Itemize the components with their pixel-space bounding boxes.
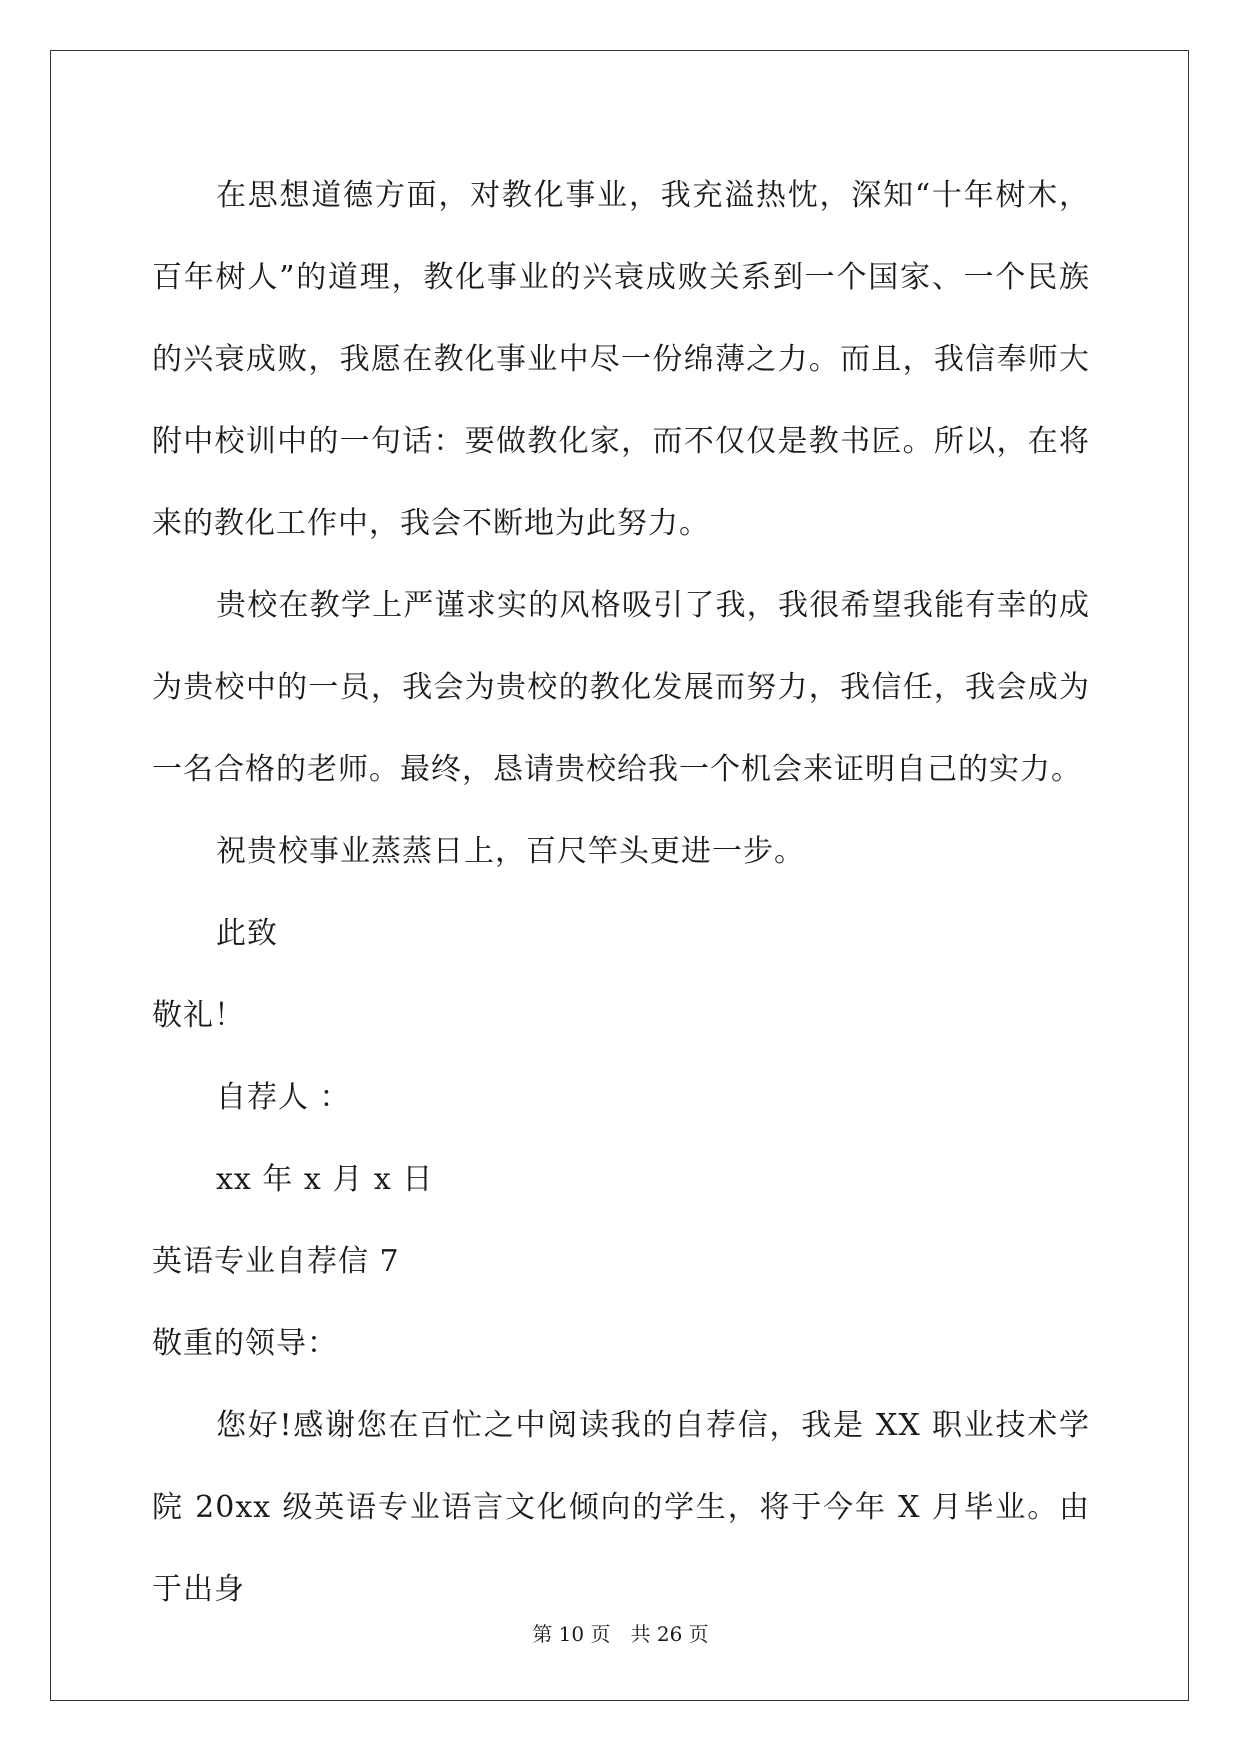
closing-cizhi: 此致 [216, 916, 278, 951]
paragraph-ethics: 在思想道德方面，对教化事业，我充溢热忱，深知“十年树木，百年树人”的道理，教化事业的兴衰成败关系到一个国家、一个民族的兴衰成败，我愿在教化事业中尽一份绵薄之力。而且，我信奉师大附中校训中的一句话：要做教化家，而不仅仅是教书匠。所以，在将来的教化工作中，我会不断地为此努力。 [152, 178, 1090, 541]
section-title: 英语专业自荐信 7 [152, 1244, 400, 1279]
closing-jingli: 敬礼！ [152, 998, 245, 1033]
paragraph-wishes: 祝贵校事业蒸蒸日上，百尺竿头更进一步。 [216, 834, 805, 869]
date-line: xx 年 x 月 x 日 [216, 1162, 434, 1197]
document-body [152, 155, 1090, 1631]
page-number: 第 10 页 共 26 页 [532, 1622, 709, 1646]
paragraph-intro: 您好!感谢您在百忙之中阅读我的自荐信，我是 XX 职业技术学院 20xx 级英语专业语言文化倾向的学生，将于今年 X 月毕业。由于出身 [152, 1408, 1090, 1607]
signature-line: 自荐人 ： [216, 1080, 351, 1115]
salutation: 敬重的领导： [152, 1326, 338, 1361]
paragraph-school-style: 贵校在教学上严谨求实的风格吸引了我，我很希望我能有幸的成为贵校中的一员，我会为贵校的教化发展而努力，我信任，我会成为一名合格的老师。最终，恳请贵校给我一个机会来证明自己的实力。 [152, 588, 1090, 787]
